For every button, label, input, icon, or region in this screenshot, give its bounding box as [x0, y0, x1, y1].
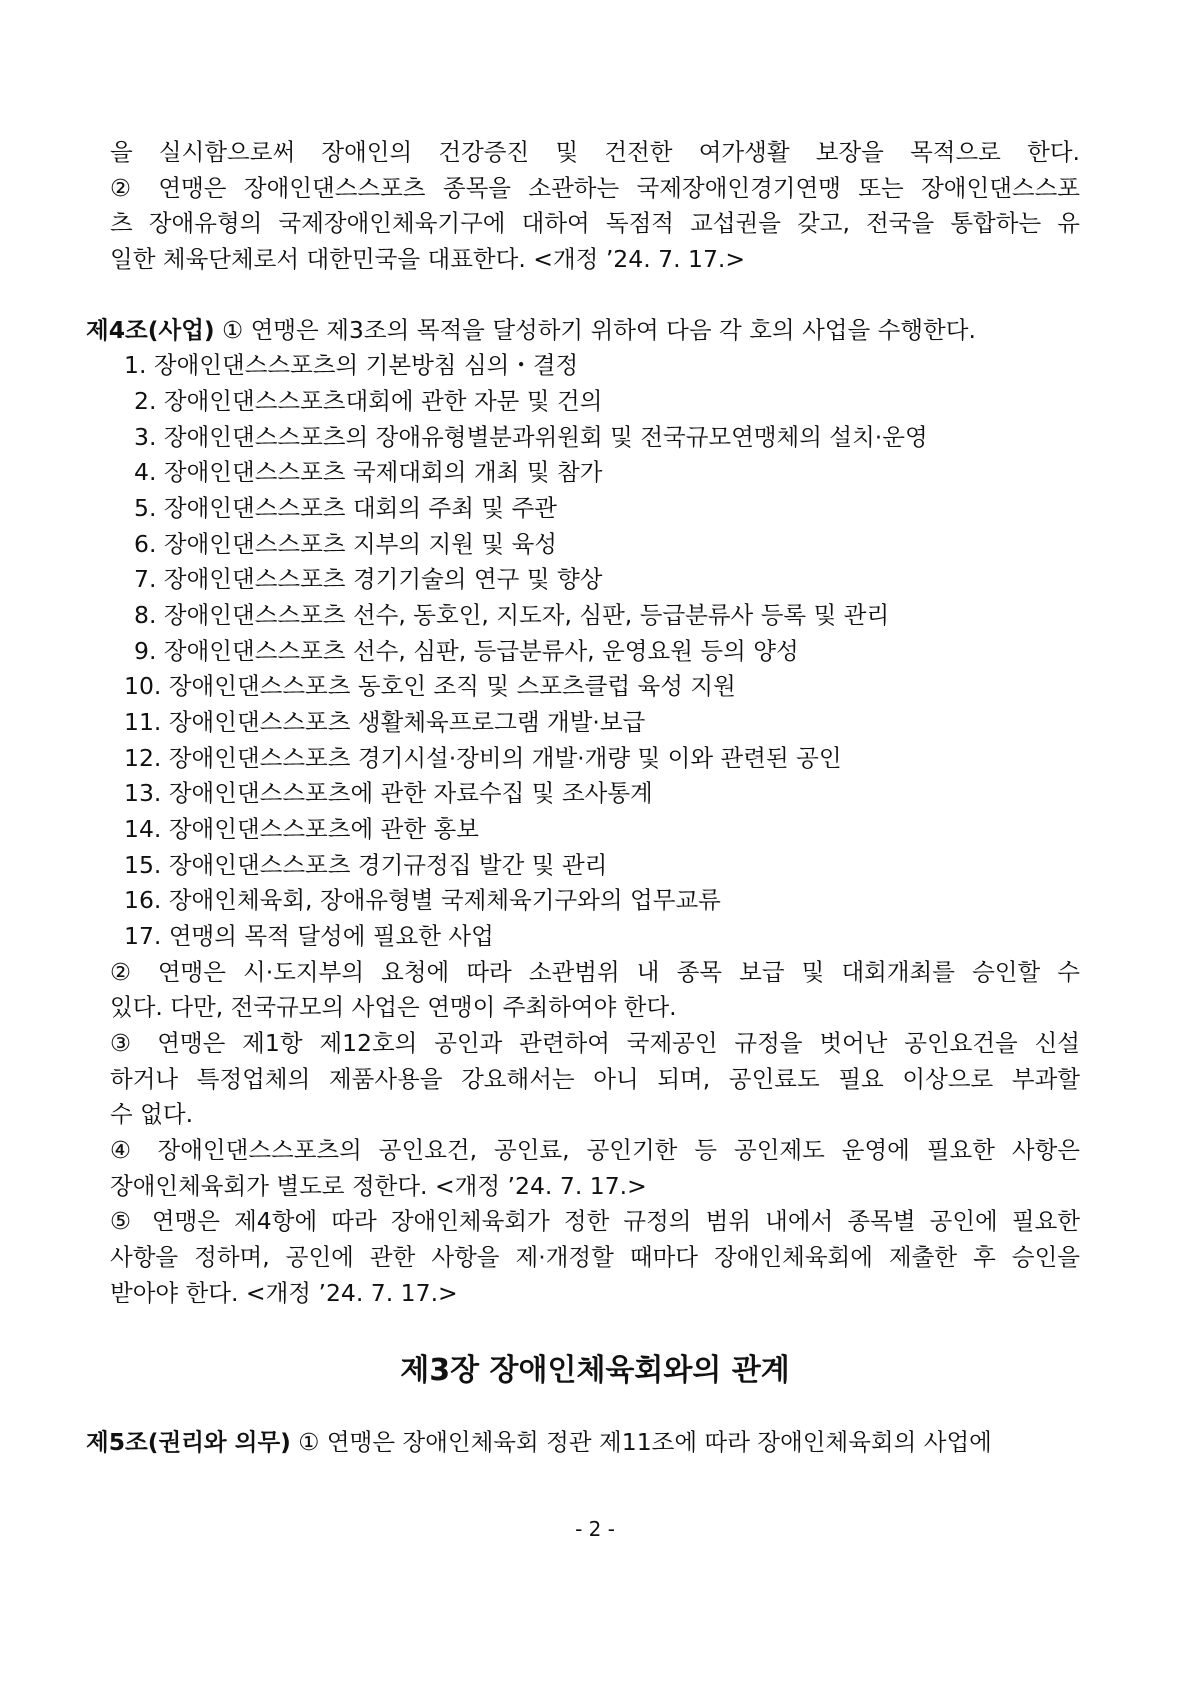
article4-item-15: 15. 장애인댄스스포츠 경기규정집 발간 및 관리	[124, 851, 608, 879]
article4-para3-line-3: 수 없다.	[110, 1100, 194, 1128]
article4-item-12: 12. 장애인댄스스포츠 경기시설·장비의 개발·개량 및 이와 관련된 공인	[124, 744, 842, 772]
article4-para3-line-1: ③ 연맹은 제1항 제12호의 공인과 관련하여 국제공인 규정을 벗어난 공인요건을 신설	[110, 1029, 1080, 1057]
article4-para2-line-1: ② 연맹은 시·도지부의 요청에 따라 소관범위 내 종목 보급 및 대회개최를 승인할 수	[110, 958, 1080, 986]
intro-line-3: 츠 장애유형의 국제장애인체육기구에 대하여 독점적 교섭권을 갖고, 전국을 통합하는 유	[110, 209, 1080, 237]
article4-item-5: 5. 장애인댄스스포츠 대회의 주최 및 주관	[134, 494, 557, 522]
chapter3-heading: 제3장 장애인체육회와의 관계	[400, 1353, 790, 1388]
article5-lead: ① 연맹은 장애인체육회 정관 제11조에 따라 장애인체육회의 사업에	[290, 1428, 992, 1456]
article4-para5-line-2: 사항을 정하며, 공인에 관한 사항을 제·개정할 때마다 장애인체육회에 제출한 후 승인을	[110, 1243, 1080, 1271]
intro-line-1: 을 실시함으로써 장애인의 건강증진 및 건전한 여가생활 보장을 목적으로 한다.	[110, 138, 1080, 166]
article4-item-16: 16. 장애인체육회, 장애유형별 국제체육기구와의 업무교류	[124, 886, 721, 914]
article5-title: 제5조(권리와 의무)	[86, 1428, 291, 1456]
article4-item-9: 9. 장애인댄스스포츠 선수, 심판, 등급분류사, 운영요원 등의 양성	[134, 637, 799, 665]
article4-item-7: 7. 장애인댄스스포츠 경기기술의 연구 및 향상	[134, 565, 603, 593]
article4-heading-line	[86, 314, 976, 346]
article4-para5-line-3: 받아야 한다. <개정 ’24. 7. 17.>	[110, 1279, 458, 1307]
article4-lead: ① 연맹은 제3조의 목적을 달성하기 위하여 다음 각 호의 사업을 수행한다.	[214, 316, 976, 344]
article5-heading-line	[86, 1426, 992, 1458]
article4-item-2: 2. 장애인댄스스포츠대회에 관한 자문 및 건의	[134, 387, 603, 415]
article4-item-14: 14. 장애인댄스스포츠에 관한 홍보	[124, 815, 479, 843]
article4-title: 제4조(사업)	[86, 316, 215, 344]
article4-item-8: 8. 장애인댄스스포츠 선수, 동호인, 지도자, 심판, 등급분류사 등록 및 관리	[134, 601, 890, 629]
article4-item-6: 6. 장애인댄스스포츠 지부의 지원 및 육성	[134, 530, 557, 558]
page-number: - 2 -	[575, 1517, 615, 1541]
article4-para2-line-2: 있다. 다만, 전국규모의 사업은 연맹이 주최하여야 한다.	[110, 993, 677, 1021]
article4-item-1: 1. 장애인댄스스포츠의 기본방침 심의・결정	[124, 351, 579, 379]
article4-item-10: 10. 장애인댄스스포츠 동호인 조직 및 스포츠클럽 육성 지원	[124, 672, 736, 700]
article4-para4-line-2: 장애인체육회가 별도로 정한다. <개정 ’24. 7. 17.>	[110, 1172, 647, 1200]
article4-item-13: 13. 장애인댄스스포츠에 관한 자료수집 및 조사통계	[124, 779, 653, 807]
article4-item-3: 3. 장애인댄스스포츠의 장애유형별분과위원회 및 전국규모연맹체의 설치·운영	[134, 423, 928, 451]
article4-item-11: 11. 장애인댄스스포츠 생활체육프로그램 개발·보급	[124, 708, 646, 736]
article4-item-17: 17. 연맹의 목적 달성에 필요한 사업	[124, 922, 494, 950]
article4-para5-line-1: ⑤ 연맹은 제4항에 따라 장애인체육회가 정한 규정의 범위 내에서 종목별 공인에 필요한	[110, 1207, 1080, 1235]
article4-item-4: 4. 장애인댄스스포츠 국제대회의 개최 및 참가	[134, 458, 603, 486]
intro-line-2: ② 연맹은 장애인댄스스포츠 종목을 소관하는 국제장애인경기연맹 또는 장애인댄스스포	[110, 174, 1080, 202]
intro-line-4: 일한 체육단체로서 대한민국을 대표한다. <개정 ’24. 7. 17.>	[110, 245, 746, 273]
article4-para3-line-2: 하거나 특정업체의 제품사용을 강요해서는 아니 되며, 공인료도 필요 이상으로 부과할	[110, 1065, 1080, 1093]
article4-para4-line-1: ④ 장애인댄스스포츠의 공인요건, 공인료, 공인기한 등 공인제도 운영에 필요한 사항은	[110, 1136, 1080, 1164]
